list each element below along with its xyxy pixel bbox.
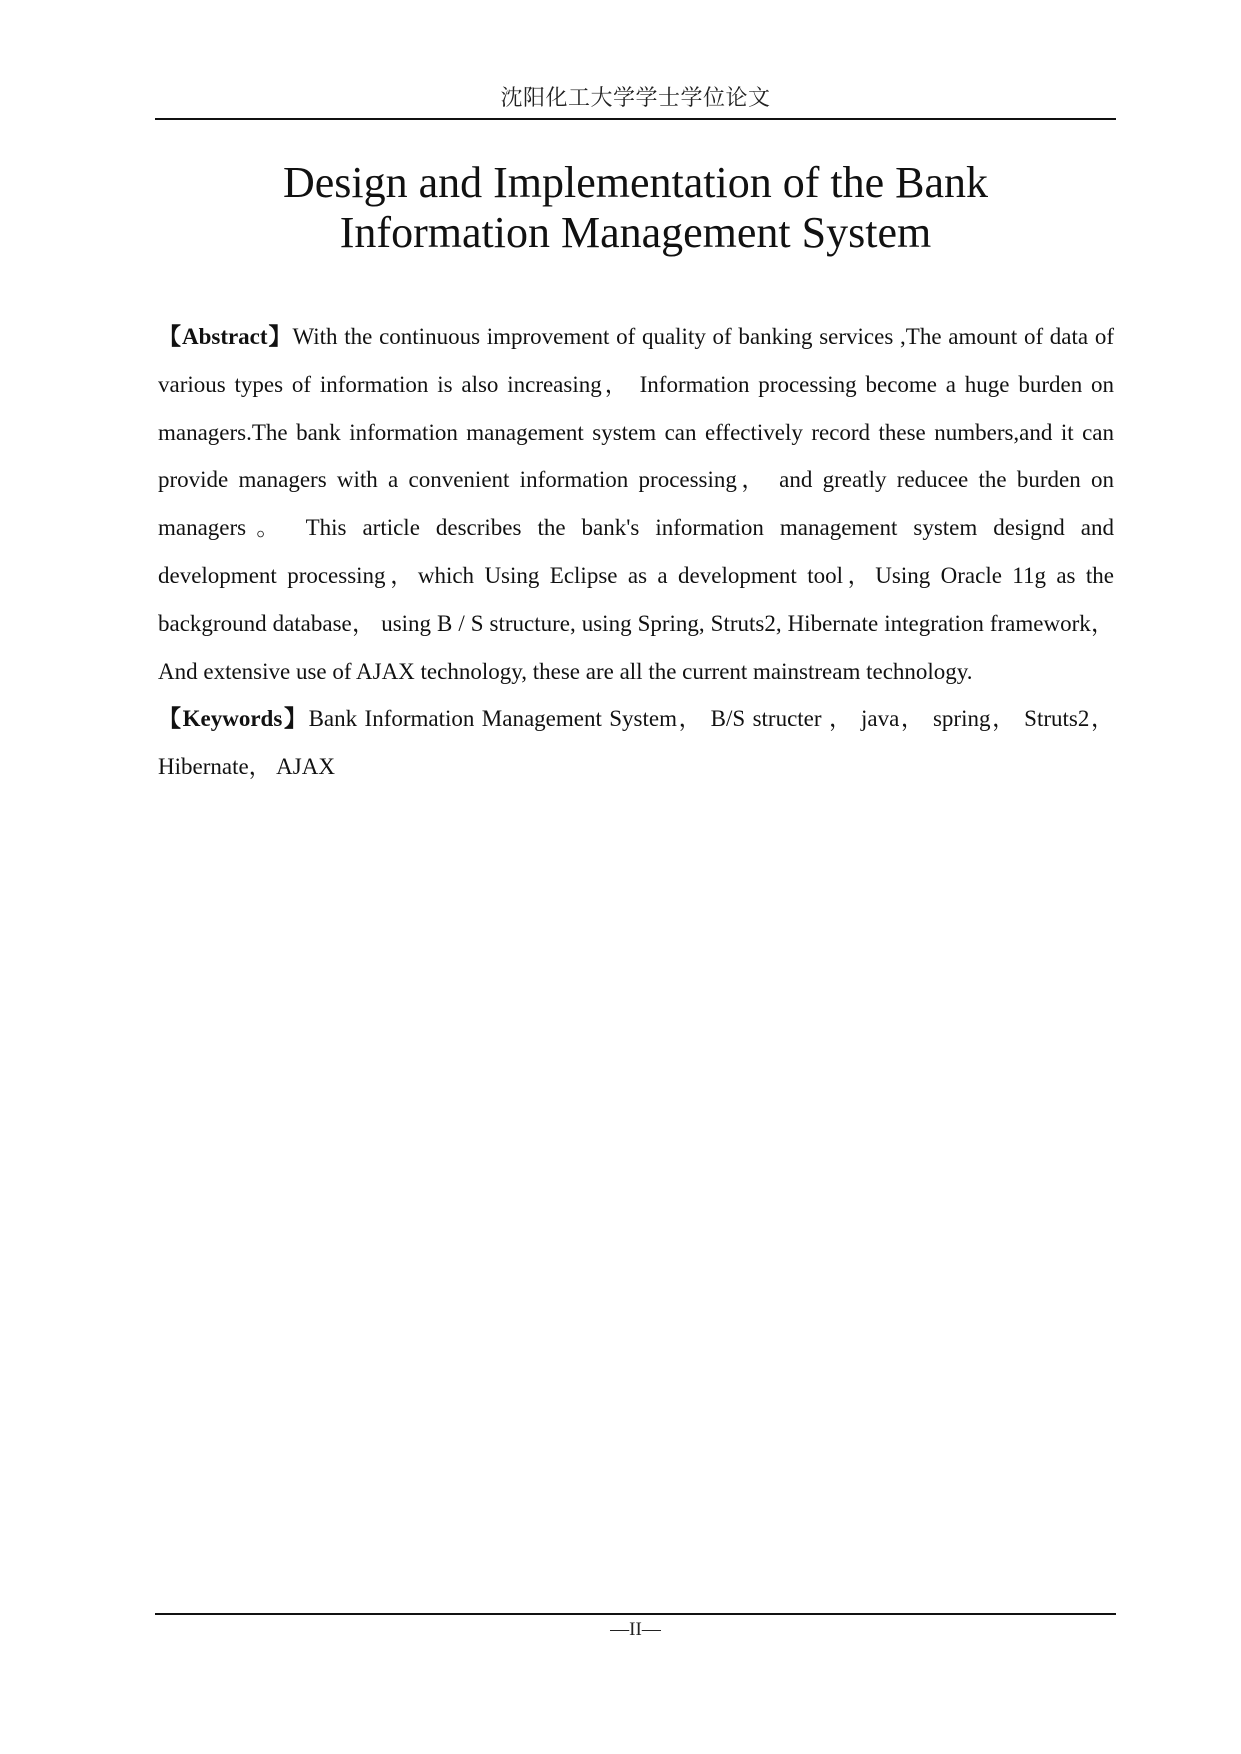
keywords-text: Bank Information Management System， B/S structer ， java， spring， Struts2， Hibernate， AJAX [158,706,1114,780]
page-number: —II— [610,1619,661,1640]
abstract-text: With the continuous improvement of quality of banking services ,The amount of data of various types of information is also increasing， Information processing become a huge burden on managers.The bank information management system can effectively record these numbers,and it can provide managers with a convenient information processing， and greatly reducee the burden on managers。 This article describes the bank's information management system designd and development processing，which Using Eclipse as a development tool，Using Oracle 11g as the background database， using B / S structure, using Spring, Struts2, Hibernate integration framework， And extensive use of AJAX technology, these are all the current mainstream technology. [158,324,1114,684]
keywords-label: 【Keywords】 [158,706,309,732]
footer-divider [155,1613,1116,1615]
abstract-section [158,313,1114,791]
paper-title-line-2: Information Management System [339,208,932,257]
abstract-label: 【Abstract】 [158,324,293,349]
abstract-paragraph [158,313,1114,695]
paper-title-line-1: Design and Implementation of the Bank [282,158,989,207]
paper-title [155,158,1116,258]
keywords-paragraph [158,695,1114,791]
header-divider [155,118,1116,120]
running-header: 沈阳化工大学学士学位论文 [500,86,771,111]
